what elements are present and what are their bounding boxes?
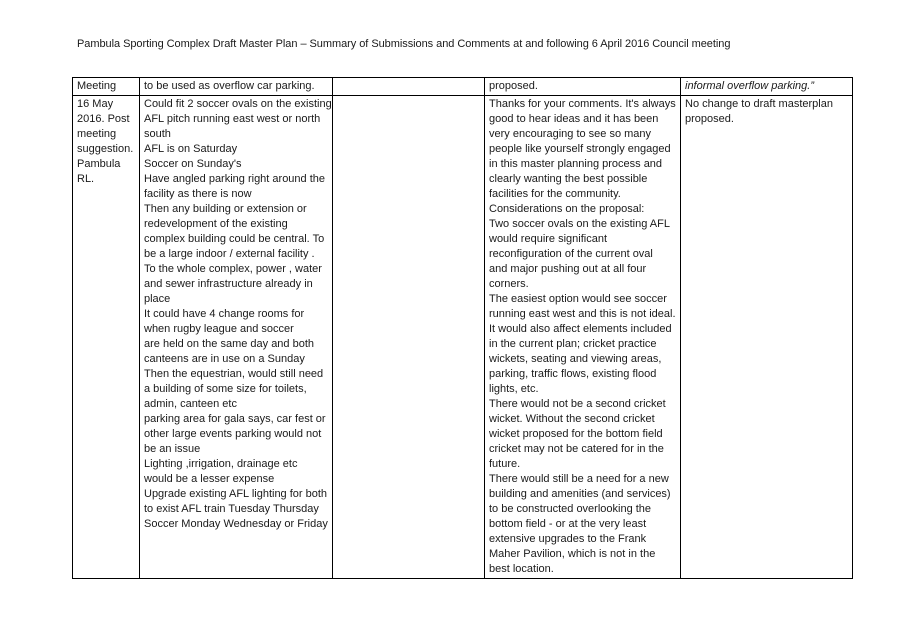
text-line: It would also affect elements included [489,323,672,335]
cell-submission: to be used as overflow car parking. [140,78,333,96]
text-line: cricket may not be catered for in the [489,443,664,455]
text-line: wicket. Without the second cricket [489,413,655,425]
text-line: bottom field - or at the very least [489,518,647,530]
page-title: Pambula Sporting Complex Draft Master Plan – Summary of Submissions and Comments at and following 6 April 2016 Council meeting [77,38,731,50]
cell-empty [333,96,485,579]
cell-submitter [73,96,140,579]
text-line: to exist AFL train Tuesday Thursday [144,503,319,515]
text-line: future. [489,458,521,470]
text-line: other large events parking would not [144,428,322,440]
text-line: facilities for the community. [489,188,621,200]
text-line: The easiest option would see soccer [489,293,667,305]
text-line: parking area for gala says, car fest or [144,413,326,425]
table-row [73,78,853,96]
text-line: Lighting ,irrigation, drainage etc [144,458,298,470]
text-line: are held on the same day and both [144,338,315,350]
text-line: Have angled parking right around the [144,173,326,185]
text-line: running east west and this is not ideal. [489,308,676,320]
text-line: 2016. Post [77,113,130,125]
text-line: to be constructed overlooking the [489,503,652,515]
cell-outcome [681,96,853,579]
cell-empty [333,78,485,96]
text-line: To the whole complex, power , water [144,263,322,275]
text-line: would be a lesser expense [144,473,275,485]
text-line: wicket proposed for the bottom field [489,428,663,440]
text-line: parking, traffic flows, existing flood [489,368,657,380]
text-line: good to hear ideas and it has been [489,113,659,125]
text-line: admin, canteen etc [144,398,237,410]
text-line: Soccer Monday Wednesday or Friday [144,518,328,530]
text-line: south [144,128,171,140]
text-line: place [144,293,171,305]
text-line: corners. [489,278,529,290]
text-line: be an issue [144,443,201,455]
text-line: in the current plan; cricket practice [489,338,657,350]
text-line: when rugby league and soccer [144,323,294,335]
text-line: Then the equestrian, would still need [144,368,324,380]
text-line: AFL pitch running east west or north [144,113,321,125]
text-line: canteens are in use on a Sunday [144,353,305,365]
text-line: meeting [77,128,117,140]
text-line: No change to draft masterplan [685,98,833,110]
text-line: Pambula [77,158,121,170]
text-line: wickets, seating and viewing areas, [489,353,662,365]
text-line: Upgrade existing AFL lighting for both [144,488,328,500]
cell-response: proposed. [485,78,681,96]
text-line: 16 May [77,98,114,110]
text-line: AFL is on Saturday [144,143,238,155]
text-line: Could fit 2 soccer ovals on the existing [144,98,332,110]
text-line: Two soccer ovals on the existing AFL [489,218,670,230]
text-line: would require significant [489,233,608,245]
text-line: Considerations on the proposal: [489,203,645,215]
text-line: proposed. [685,113,734,125]
text-line: complex building could be central. To [144,233,325,245]
cell-submission [140,96,333,579]
text-line: Thanks for your comments. It's always [489,98,676,110]
submissions-table [72,77,853,579]
text-line: Soccer on Sunday's [144,158,242,170]
text-line: lights, etc. [489,383,539,395]
text-line: Then any building or extension or [144,203,307,215]
text-line: in this master planning process and [489,158,663,170]
cell-response [485,96,681,579]
text-line: Maher Pavilion, which is not in the [489,548,656,560]
cell-submitter: Meeting [73,78,140,96]
text-line: facility as there is now [144,188,252,200]
text-line: redevelopment of the existing [144,218,288,230]
text-line: There would not be a second cricket [489,398,666,410]
table-row [73,96,853,579]
text-line: RL. [77,173,95,185]
text-line: There would still be a need for a new [489,473,669,485]
text-line: It could have 4 change rooms for [144,308,305,320]
text-line: building and amenities (and services) [489,488,671,500]
text-line: extensive upgrades to the Frank [489,533,647,545]
text-line: clearly wanting the best possible [489,173,648,185]
cell-outcome: informal overflow parking.” [681,78,853,96]
text-line: people like yourself strongly engaged [489,143,671,155]
text-line: reconfiguration of the current oval [489,248,653,260]
text-line: suggestion. [77,143,134,155]
text-line: best location. [489,563,554,575]
text-line: and major pushing out at all four [489,263,647,275]
text-line: very encouraging to see so many [489,128,652,140]
text-line: a building of some size for toilets, [144,383,307,395]
text-line: and sewer infrastructure already in [144,278,313,290]
text-line: be a large indoor / external facility . [144,248,315,260]
